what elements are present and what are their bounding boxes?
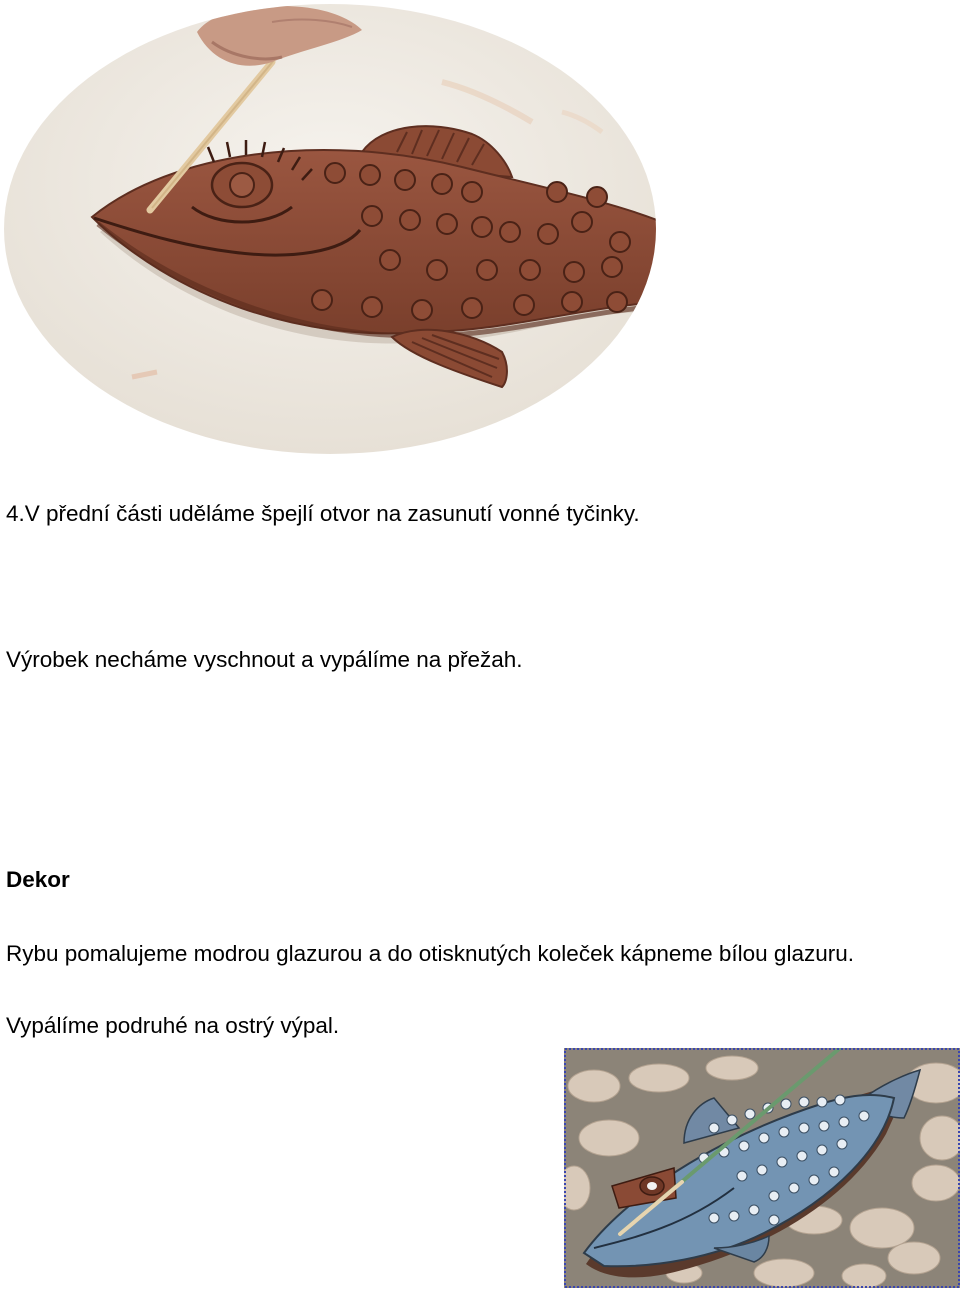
second-firing-text: Vypálíme podruhé na ostrý výpal. xyxy=(6,1013,340,1038)
decor-instruction-text: Rybu pomalujeme modrou glazurou a do otisknutých koleček kápneme bílou glazuru. xyxy=(6,941,854,966)
step-instruction-text: 4.V přední části uděláme špejlí otvor na zasunutí vonné tyčinky. xyxy=(6,501,640,526)
section-heading: Dekor xyxy=(6,867,70,892)
drying-instruction-text: Výrobek necháme vyschnout a vypálíme na přežah. xyxy=(6,647,523,672)
clay-fish-photo xyxy=(2,2,658,456)
glazed-fish-photo xyxy=(564,1048,960,1288)
